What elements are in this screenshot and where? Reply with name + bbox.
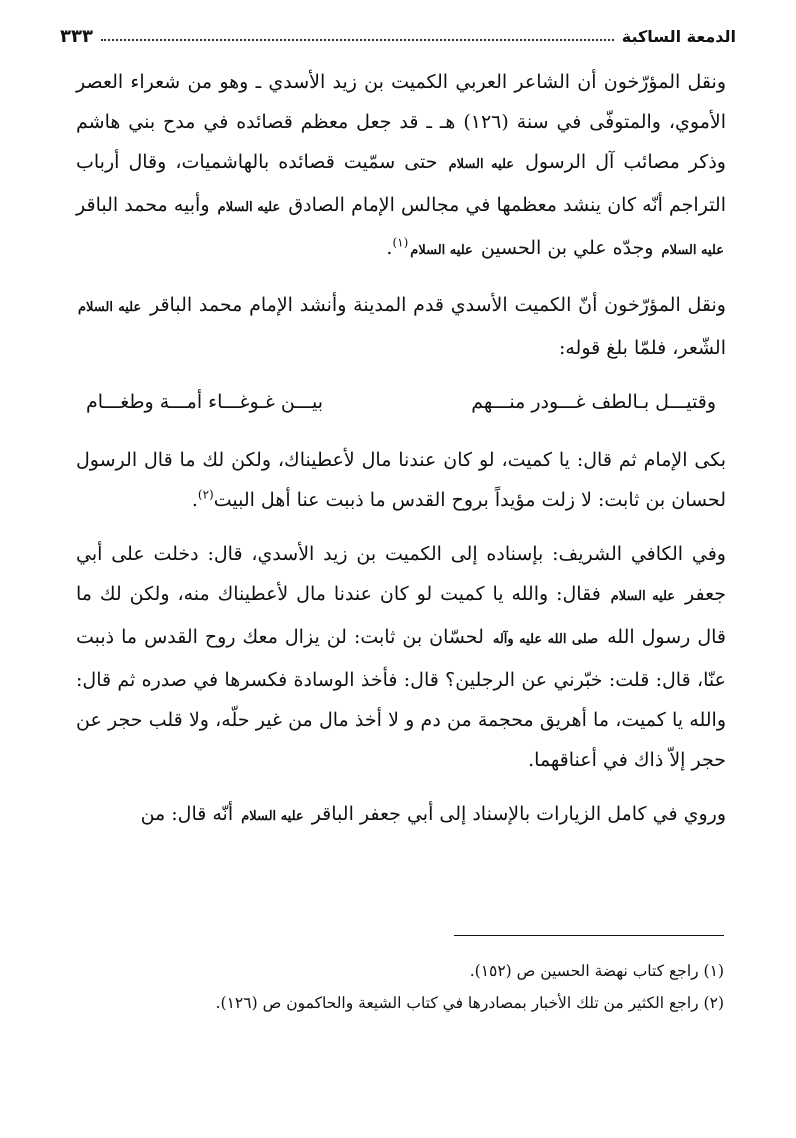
- honorific-ligature: عليه السلام: [661, 243, 724, 258]
- text-run: لحسّان بن ثابت: لن يزال معك روح القدس ما ذببت عنّا، قال: قلت: خبّرني عن الرجلين؟ قال: فأخذ الوسادة فكسرها في صدره ثم قال: والله يا كميت، ما أهريق محجمة من دم و لا أخذ مال من غير حلّه، ولا قلب حجر عن حجر إلاّ ذاك في أعناقهما.: [76, 626, 726, 771]
- footnote-marker: (٢): [197, 487, 214, 502]
- honorific-ligature: عليه السلام: [448, 157, 515, 172]
- text-run: وجدّه علي بن الحسين: [480, 237, 654, 259]
- main-text: [76, 62, 726, 851]
- honorific-ligature: عليه السلام: [610, 589, 676, 604]
- honorific-ligature: عليه السلام: [78, 300, 142, 315]
- paragraph-kamil-ziyarat: [76, 794, 726, 837]
- paragraph-kumayt-medina: [76, 285, 726, 368]
- honorific-ligature: عليه السلام: [217, 200, 281, 215]
- text-run: حتى سمّيت قصائده بالهاشميات، وقال أرباب التراجم أنّه كان ينشد معظمها في مجالس الإمام الصادق: [76, 151, 726, 216]
- footnote-2: (٢) راجع الكثير من تلك الأخبار بمصادرها في كتاب الشيعة والحاكمون ص (١٢٦).: [215, 994, 724, 1012]
- verse-first-hemistich: وقتيـــل بـالطف غـــودر منـــهم: [471, 391, 716, 413]
- verse-second-hemistich: بيـــن غـوغـــاء أمـــة وطغـــام: [86, 391, 324, 413]
- footnote-1: (١) راجع كتاب نهضة الحسين ص (١٥٢).: [469, 962, 724, 980]
- footnote-marker: (١): [392, 235, 409, 250]
- honorific-ligature: عليه السلام: [241, 809, 304, 824]
- text-run: الشّعر، فلمّا بلغ قوله:: [558, 337, 726, 359]
- paragraph-kumayt-intro: [76, 62, 726, 271]
- running-header: [60, 22, 736, 50]
- running-title: الدمعة الساكبة: [621, 26, 736, 46]
- paragraph-al-kafi: [76, 534, 726, 780]
- text-run: ونقل المؤرّخون أنّ الكميت الأسدي قدم المدينة وأنشد الإمام محمد الباقر: [149, 294, 726, 316]
- honorific-ligature: عليه السلام: [410, 243, 473, 258]
- header-dotted-leader: [101, 39, 614, 41]
- text-run: ونقل المؤرّخون أن الشاعر العربي الكميت بن زيد الأسدي ـ وهو من شعراء العصر الأموي، والمتوفّى في سنة (١٢٦) هـ ـ قد جعل معظم قصائده في مدح بني هاشم وذكر مصائب آل الرسول: [76, 71, 726, 173]
- page-number: ٣٣٣: [60, 25, 93, 47]
- paragraph-imam-response: [76, 440, 726, 520]
- footnotes: [76, 955, 724, 1019]
- poetry-verse: [86, 382, 716, 422]
- text-run: فقال: والله يا كميت لو كان عندنا مال لأعطيناك منه، ولكن لك ما قال رسول الله: [76, 583, 727, 648]
- honorific-ligature: صلى الله عليه وآله: [492, 632, 599, 647]
- text-run: وأبيه محمد الباقر: [76, 194, 210, 216]
- text-run: وفي الكافي الشريف: بإسناده إلى الكميت بن زيد الأسدي، قال: دخلت على أبي جعفر: [76, 543, 726, 605]
- text-run: أنّه قال: من: [140, 803, 234, 825]
- text-run: بكى الإمام ثم قال: يا كميت، لو كان عندنا مال لأعطيناك، ولكن لك ما قال الرسول لحسان بن ثابت: لا زلت مؤيداً بروح القدس ما ذببت عنا أهل البيت: [76, 449, 726, 511]
- text-run: .: [191, 489, 198, 511]
- text-run: وروي في كامل الزيارات بالإسناد إلى أبي جعفر الباقر: [311, 803, 726, 825]
- footnote-separator: [454, 935, 724, 936]
- text-run: .: [386, 237, 393, 259]
